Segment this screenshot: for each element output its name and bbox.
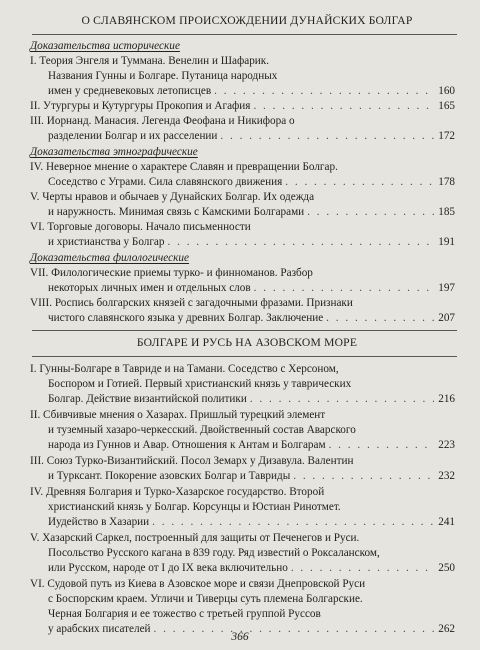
toc-entry-line: II. Сбивчивые мнения о Хазарах. Пришлый турецкий элемент	[30, 409, 326, 421]
toc-entry	[30, 114, 455, 144]
toc-entry-text: некоторых личных имен и отдельных слов	[48, 282, 251, 294]
toc-entry-line: I. Гунны-Болгаре в Тавриде и на Тамани. Соседство с Херсоном,	[30, 363, 339, 375]
subheading-philological: Доказательства филологические	[30, 252, 190, 264]
toc-entry-text: и христианства у Болгар	[48, 236, 165, 248]
toc-entry-last-line	[30, 235, 455, 250]
dot-leader	[293, 469, 434, 484]
toc-entry-text: Болгар. Действие византийской политики	[48, 393, 247, 405]
toc-page-number: 172	[438, 130, 455, 142]
subheading-ethnographic: Доказательства этнографические	[30, 146, 198, 158]
dot-leader	[152, 515, 434, 530]
dot-leader	[329, 438, 434, 453]
toc-entry-line: IV. Неверное мнение о характере Славян и превращении Болгар.	[30, 161, 338, 173]
dot-leader	[220, 129, 434, 144]
toc-entry	[30, 99, 455, 114]
toc-entry	[30, 54, 455, 99]
toc-entry-line: IV. Древняя Болгария и Турко-Хазарское государство. Второй	[30, 486, 325, 498]
title-rule	[32, 34, 457, 35]
toc-entry-text: II. Утургуры и Кутургуры Прокопия и Агафия	[30, 100, 251, 112]
toc-page-number: 241	[438, 516, 455, 528]
toc-entry-line: Посольство Русского кагана в 839 году. Ряд известий о Роксаланском,	[48, 547, 380, 559]
toc-entry-text: у арабских писателей	[48, 623, 151, 635]
toc-entry-text: имен у средневековых летописцев	[48, 85, 212, 97]
toc-entry	[30, 190, 455, 220]
toc-entry-line: Боспором и Готией. Первый христианский князь у таврических	[48, 378, 352, 390]
toc-entry-last-line	[30, 392, 455, 407]
section-title-azov-sea: БОЛГАРЕ И РУСЬ НА АЗОВСКОМ МОРЕ	[136, 336, 358, 349]
dot-leader	[250, 392, 434, 407]
dot-leader	[214, 84, 434, 99]
title-rule	[32, 356, 457, 357]
toc-entry-last-line	[30, 281, 455, 296]
toc-entry-line: V. Черты нравов и обычаев у Дунайских Болгар. Их одежда	[30, 191, 315, 203]
toc-entry-text: и Турксант. Покорение азовских Болгар и Тавриды	[48, 470, 291, 482]
toc-entry-last-line	[30, 129, 455, 144]
toc-entry-last-line	[30, 84, 455, 99]
toc-entry	[30, 160, 455, 190]
toc-entry-line: VII. Филологические приемы турко- и финноманов. Разбор	[30, 267, 313, 279]
toc-entry-line: Названия Гунны и Болгаре. Путаница народных	[48, 70, 278, 82]
toc-entry-line: V. Хазарский Саркел, построенный для защиты от Печенегов и Руси.	[30, 532, 360, 544]
toc-entry-text: Иудейство в Хазарии	[48, 516, 150, 528]
toc-entry-last-line	[30, 99, 455, 114]
toc-entry	[30, 577, 455, 637]
toc-page-number: 223	[438, 439, 455, 451]
toc-entry-last-line	[30, 438, 455, 453]
dot-leader	[285, 175, 434, 190]
subheading-historical: Доказательства исторические	[30, 40, 180, 52]
toc-entry-line: III. Иорнанд. Манасия. Легенда Феофана и Никифора о	[30, 115, 295, 127]
toc-entry-line: Черная Болгария и ее тожество с третьей группой Руссов	[48, 608, 321, 620]
toc-page-number: 262	[438, 623, 455, 635]
toc-page-number: 232	[438, 470, 455, 482]
toc-entry-line: VIII. Роспись болгарских князей с загадочными фразами. Признаки	[30, 297, 353, 309]
toc-page-number: 197	[438, 282, 455, 294]
dot-leader	[291, 561, 434, 576]
toc-page-number: 191	[438, 236, 455, 248]
toc-entry-text: и наружность. Минимая связь с Камскими Болгарами	[48, 206, 305, 218]
section-title-slavic-origin: О СЛАВЯНСКОМ ПРОИСХОЖДЕНИИ ДУНАЙСКИХ БОЛГАР	[81, 14, 413, 27]
toc-entry-last-line	[30, 515, 455, 530]
toc-page-number: 165	[438, 100, 455, 112]
dot-leader	[254, 281, 434, 296]
toc-entry	[30, 296, 455, 326]
toc-entry-text: народа из Гуннов и Авар. Отношения к Антам и Болгарам	[48, 439, 326, 451]
toc-page-number: 160	[438, 85, 455, 97]
toc-entry	[30, 485, 455, 530]
toc-entry	[30, 220, 455, 250]
toc-page-number: 185	[438, 206, 455, 218]
toc-entry-line: христианский князь у Болгар. Корсунцы и Юстиан Ринотмет.	[48, 501, 341, 513]
page-number: 366	[231, 631, 249, 643]
section-rule	[32, 330, 457, 331]
toc-entry-text: Соседство с Уграми. Сила славянского движения	[48, 176, 283, 188]
toc-entry-line: VI. Судовой путь из Киева в Азовское море и связи Днепровской Руси	[30, 578, 366, 590]
toc-entry	[30, 266, 455, 296]
toc-entry	[30, 408, 455, 453]
dot-leader	[326, 311, 434, 326]
toc-entry	[30, 454, 455, 484]
toc-entry-last-line	[30, 205, 455, 220]
toc-page-number: 207	[438, 312, 455, 324]
toc-entry-text: разделении Болгар и их расселении	[48, 130, 218, 142]
toc-entry	[30, 362, 455, 407]
toc-entry-last-line	[30, 311, 455, 326]
toc-entry-text: или Русском, народе от I до IX века включительно	[48, 562, 288, 574]
toc-entry-line: I. Теория Энгеля и Туммана. Венелин и Шафарик.	[30, 55, 270, 67]
dot-leader	[307, 205, 434, 220]
toc-page-number: 178	[438, 176, 455, 188]
toc-entry-line: III. Союз Турко-Византийский. Посол Земарх у Дизавула. Валентин	[30, 455, 354, 467]
toc-page-number: 216	[438, 393, 455, 405]
toc-entry-line: VI. Торговые договоры. Начало письменности	[30, 221, 251, 233]
dot-leader	[253, 99, 434, 114]
toc-page-number: 250	[438, 562, 455, 574]
toc-entry-text: чистого славянского языка у древних Болгар. Заключение	[48, 312, 324, 324]
toc-entry-last-line	[30, 175, 455, 190]
toc-entry-last-line	[30, 561, 455, 576]
dot-leader	[168, 235, 435, 250]
toc-entry-line: и туземный хазаро-черкесский. Двойственный состав Аварского	[48, 424, 356, 436]
toc-entry-last-line	[30, 469, 455, 484]
toc-entry	[30, 531, 455, 576]
toc-entry-line: с Боспорским краем. Угличи и Тиверцы суть племена Болгарские.	[48, 593, 363, 605]
